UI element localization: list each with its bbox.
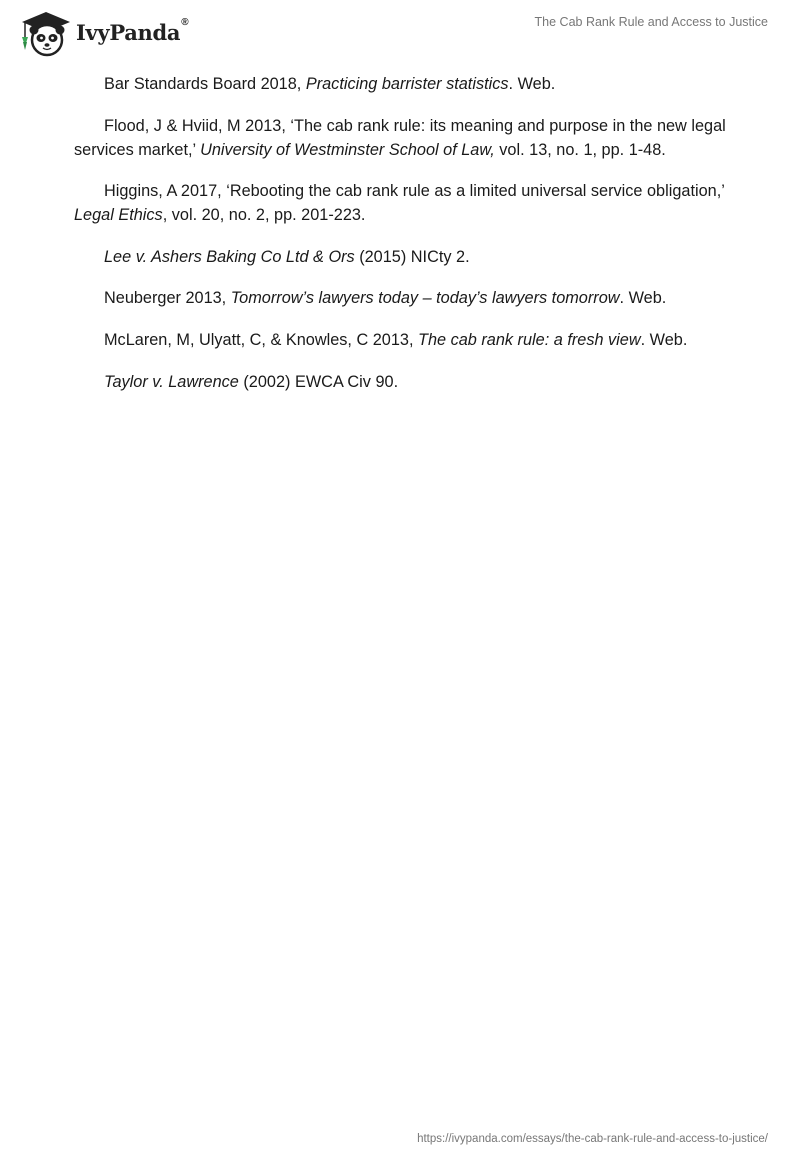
reference-entry: Neuberger 2013, Tomorrow’s lawyers today – today’s lawyers tomorrow. Web. (104, 289, 667, 308)
registered-mark: ® (181, 16, 189, 28)
page-header (0, 0, 800, 60)
reference-entry: Bar Standards Board 2018, Practicing barrister statistics. Web. (104, 75, 556, 93)
running-title: The Cab Rank Rule and Access to Justice (534, 15, 768, 29)
reference-list (74, 72, 734, 411)
logo-wordmark: IvyPanda® (76, 16, 189, 45)
reference-entry: Higgins, A 2017, ‘Rebooting the cab rank rule as a limited universal service obligation,’ Legal Ethics, vol. 20, no. 2, pp. 201-223. (74, 182, 725, 225)
reference-entry: Lee v. Ashers Baking Co Ltd & Ors (2015) NICty 2. (104, 247, 470, 266)
reference-entry: McLaren, M, Ulyatt, C, & Knowles, C 2013, The cab rank rule: a fresh view. Web. (104, 330, 688, 349)
panda-graduate-logo-icon (14, 8, 74, 58)
reference-entry: Taylor v. Lawrence (2002) EWCA Civ 90. (104, 372, 399, 391)
ivypanda-logo[interactable] (14, 8, 188, 58)
source-url-link[interactable]: https://ivypanda.com/essays/the-cab-rank-rule-and-access-to-justice/ (417, 1133, 768, 1145)
reference-entry: Flood, J & Hviid, M 2013, ‘The cab rank rule: its meaning and purpose in the new legal services market,’ University of Westminster School of Law, vol. 13, no. 1, pp. 1-48. (74, 116, 726, 159)
